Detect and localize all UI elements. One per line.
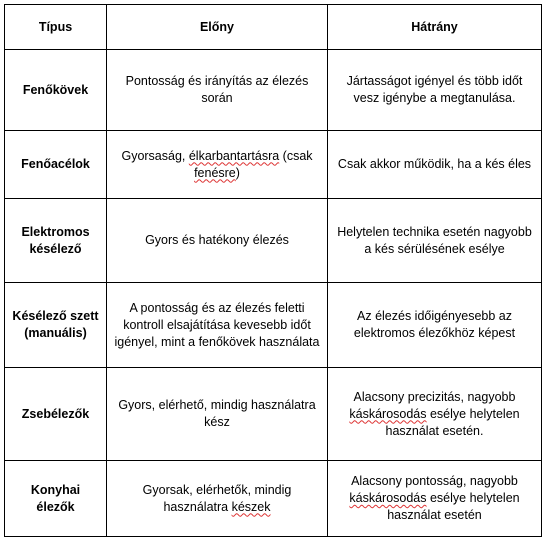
row-pro: A pontosság és az élezés feletti kontroll elsajátítása kevesebb időt igényel, mint a fenőkövek használata [107,283,328,368]
row-con-text: esélye helytelen használat esetén. [385,406,520,438]
spellcheck-word: káskárosodás [349,491,427,505]
spellcheck-word: készek [231,499,271,514]
row-pro [107,131,328,199]
table-row [5,461,542,537]
table-row [5,368,542,461]
comparison-table [4,4,542,537]
row-pro: Gyors, elérhető, mindig használatra kész [107,368,328,461]
header-type: Típus [5,5,107,50]
row-con: Jártasságot igényel és több időt vesz igénybe a megtanulása. [328,50,542,131]
row-type: Zsebélezők [5,368,107,461]
row-pro-text: Gyorsaság, [121,148,189,163]
row-con-text: Alacsony precizitás, nagyobb [353,389,516,404]
row-type: Fenőacélok [5,131,107,199]
row-type: Késélező szett (manuális) [5,283,107,368]
table-row [5,283,542,368]
row-con: Az élezés időigényesebb az elektromos élezőkhöz képest [328,283,542,368]
row-pro-text: ) [235,165,240,180]
row-pro-text: Gyorsak, elérhetők, mindig használatra [142,482,292,514]
row-con-text: esélye helytelen használat esetén [387,491,520,522]
row-con [328,461,542,537]
row-pro: Pontosság és irányítás az élezés során [107,50,328,131]
row-type: Fenőkövek [5,50,107,131]
row-type: Konyhai élezők [5,461,107,537]
row-con: Csak akkor működik, ha a kés éles [328,131,542,199]
row-pro [107,461,328,537]
header-pro: Előny [107,5,328,50]
row-con: Helytelen technika esetén nagyobb a kés sérülésének esélye [328,199,542,283]
header-con: Hátrány [328,5,542,50]
table-row [5,50,542,131]
header-row [5,5,542,50]
spellcheck-word: élkarbantartásra [188,148,280,163]
row-con-text: Alacsony pontosság, nagyobb [351,474,518,488]
row-pro: Gyors és hatékony élezés [107,199,328,283]
spellcheck-word: fenésre [194,165,236,180]
row-con [328,368,542,461]
row-type: Elektromos késélező [5,199,107,283]
row-pro-text: (csak [279,148,313,163]
table-row [5,199,542,283]
spellcheck-word: káskárosodás [349,406,427,421]
table-row [5,131,542,199]
